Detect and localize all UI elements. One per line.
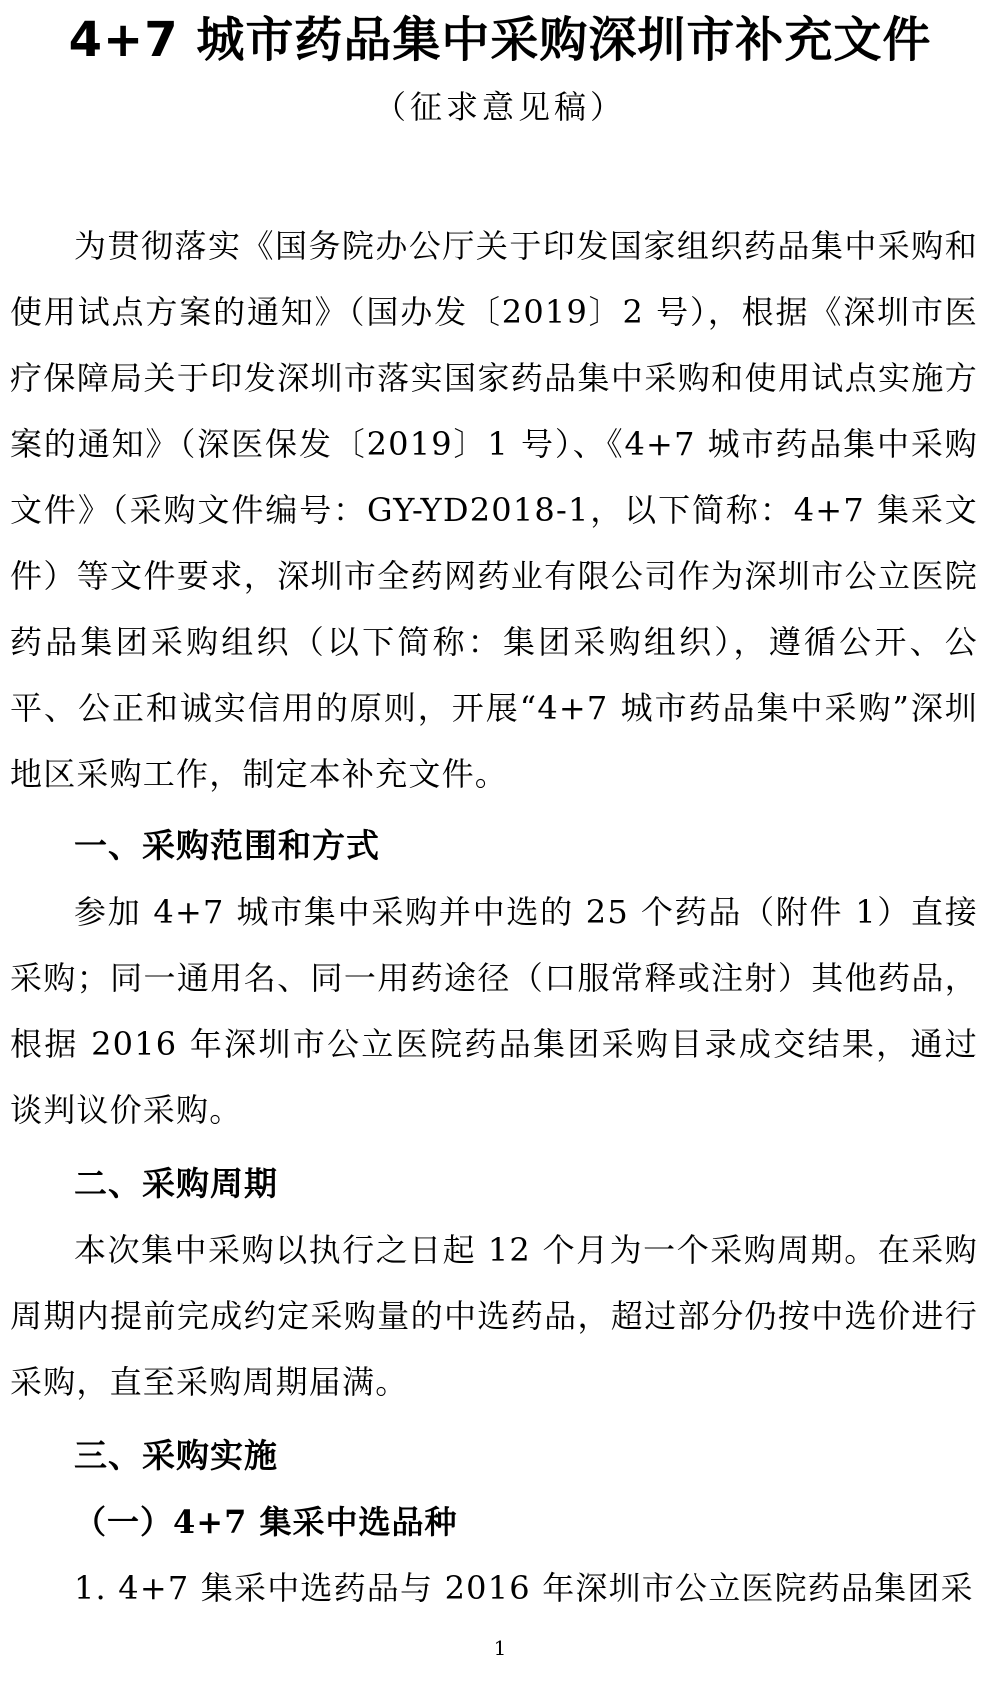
intro-paragraph: 为贯彻落实《国务院办公厅关于印发国家组织药品集中采购和使用试点方案的通知》（国办发〔2019〕2 号），根据《深圳市医疗保障局关于印发深圳市落实国家药品集中采购和使用试点实施方案的通知》（深医保发〔2019〕1 号）、《4+7 城市药品集中采购文件》（采购文件编号：GY-YD2018-1，以下简称：4+7 集采文件）等文件要求，深圳市全药网药业有限公司作为深圳市公立医院药品集团采购组织（以下简称：集团采购组织），遵循公开、公平、公正和诚实信用的原则，开展“4+7 城市药品集中采购”深圳地区采购工作，制定本补充文件。	[10, 227, 978, 793]
document-title: 4+7 城市药品集中采购深圳市补充文件	[68, 12, 932, 68]
page-number: 1	[493, 1636, 507, 1660]
section-1-heading: 一、采购范围和方式	[74, 826, 380, 865]
document-subtitle: （征求意见稿）	[373, 88, 626, 126]
section-2-heading: 二、采购周期	[74, 1164, 278, 1203]
section-3-heading: 三、采购实施	[74, 1436, 278, 1475]
section-2-paragraph: 本次集中采购以执行之日起 12 个月为一个采购周期。在采购周期内提前完成约定采购量的中选药品，超过部分仍按中选价进行采购，直至采购周期届满。	[10, 1231, 978, 1401]
document-body	[10, 213, 978, 1621]
section-3-paragraph: 1. 4+7 集采中选药品与 2016 年深圳市公立医院药品集团采	[74, 1569, 974, 1607]
section-3-subheading: （一）4+7 集采中选品种	[74, 1503, 458, 1541]
section-1-paragraph: 参加 4+7 城市集中采购并中选的 25 个药品（附件 1）直接采购；同一通用名、同一用药途径（口服常释或注射）其他药品，根据 2016 年深圳市公立医院药品集团采购目录成交结果，通过谈判议价采购。	[10, 893, 978, 1129]
